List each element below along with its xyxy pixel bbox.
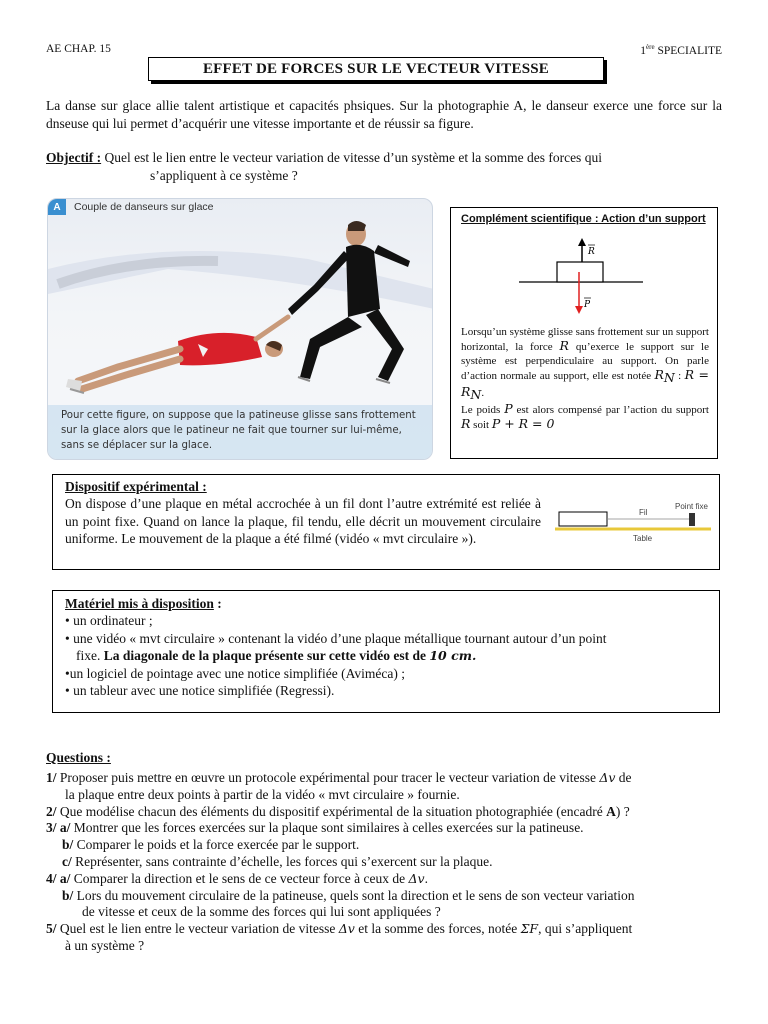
materials-box	[52, 590, 720, 713]
questions-list	[46, 770, 722, 955]
complement-title: Complément scientifique : Action d’un support	[461, 213, 706, 225]
fixed-point	[689, 513, 695, 526]
setup-diagram	[551, 499, 721, 559]
metal-plate	[559, 512, 607, 526]
question-3b: b/ Comparer le poids et la force exercée par le support.	[62, 837, 360, 853]
setup-text: On dispose d’une plaque en métal accrochée à un fil dont l’autre extrémité est reliée à un point fixe. Quand on lance la plaque, fil tendu, elle décrit un mouvement circulaire uniforme. Le mouvement de la plaque a été filmé (vidéo « mvt circulaire »).	[65, 496, 541, 546]
question-2: 2/ Que modélise chacun des éléments du dispositif expérimental de la situation photographiée (encadré A) ?	[46, 803, 630, 819]
support-force-diagram	[451, 228, 719, 338]
intro-paragraph: La danse sur glace allie talent artistique et capacités phsiques. Sur la photographie A, le danseur exerce une force sur la dnseuse qui lui permet d’acquérir une vitesse importante et de réussir sa figure.	[46, 98, 722, 131]
label-r: R	[588, 247, 595, 257]
questions-title: Questions :	[46, 750, 111, 765]
question-3a: 3/ a/ Montrer que les forces exercées sur la plaque sont similaires à celles exercées sur la patineuse.	[46, 820, 584, 836]
question-5-cont: à un système ?	[65, 937, 145, 953]
photo-panel-a	[47, 198, 433, 460]
list-item: • un ordinateur ;	[65, 613, 153, 628]
question-4a: 4/ a/ Comparer la direction et le sens de ce vecteur force à ceux de Δv.	[46, 870, 428, 886]
label-p: P	[584, 300, 591, 310]
label-point-fixe: Point fixe	[675, 502, 708, 511]
question-3c: c/ Représenter, sans contrainte d’échelle, les forces qui s’exercent sur la plaque.	[62, 853, 493, 869]
photo-header	[48, 199, 214, 215]
label-table: Table	[633, 534, 653, 543]
chapter-label: AE CHAP. 15	[46, 43, 111, 55]
question-5: 5/ Quel est le lien entre le vecteur variation de vitesse Δv et la somme des forces, notée ΣF, qui s’appliquent	[46, 921, 633, 937]
question-4b: b/ Lors du mouvement circulaire de la patineuse, quels sont la direction et le sens de son vecteur variation	[62, 887, 635, 903]
label-fil: Fil	[639, 508, 648, 517]
experimental-setup-box	[52, 474, 720, 570]
list-item: • un tableur avec une notice simplifiée (Regressi).	[65, 683, 335, 698]
objective-label: Objectif :	[46, 150, 102, 165]
photo-caption: Pour cette figure, on suppose que la patineuse glisse sans frottement sur la glace alors que le patineur ne fait que tourner sur lui-même, sans se déplacer sur la glace.	[48, 405, 432, 459]
list-item: • une vidéo « mvt circulaire » contenant la vidéo d’une plaque métallique tournant autour d’un point fixe. La diagonale de la plaque présente sur cette vidéo est de 10 cm.	[65, 630, 607, 663]
photo-title: Couple de danseurs sur glace	[74, 201, 214, 213]
complement-text: Lorsqu’un système glisse sans frottement sur un support horizontal, la force R qu’exerce le support sur le système est perpendiculaire au support. On parle d’action normale au support, elle est notée $R_N$ : $R = R_N$. Le poids P est alors compensé par l’action du support R soit P + R = 0	[461, 326, 710, 432]
setup-title: Dispositif expérimental :	[65, 479, 207, 494]
photo-badge: A	[48, 199, 66, 215]
question-4b-cont: de vitesse et ceux de la somme des forces qui lui sont appliquées ?	[82, 904, 441, 920]
objective-paragraph: Objectif : Quel est le lien entre le vecteur variation de vitesse d’un système et la somme des forces qui s’appliquent à ce système ?	[46, 150, 602, 183]
level-label: 1ère SPECIALITE	[640, 43, 722, 57]
question-1-cont: la plaque entre deux points à partir de la vidéo « mvt circulaire » fournie.	[65, 786, 460, 802]
materials-title: Matériel mis à disposition :	[65, 596, 222, 611]
question-1: 1/ Proposer puis mettre en œuvre un protocole expérimental pour tracer le vecteur variation de vitesse Δv de	[46, 770, 632, 785]
scientific-complement-box	[450, 207, 718, 459]
page-title: EFFET DE FORCES SUR LE VECTEUR VITESSE	[148, 57, 604, 81]
materials-list	[65, 612, 711, 700]
list-item: •un logiciel de pointage avec une notice simplifiée (Aviméca) ;	[65, 665, 405, 681]
